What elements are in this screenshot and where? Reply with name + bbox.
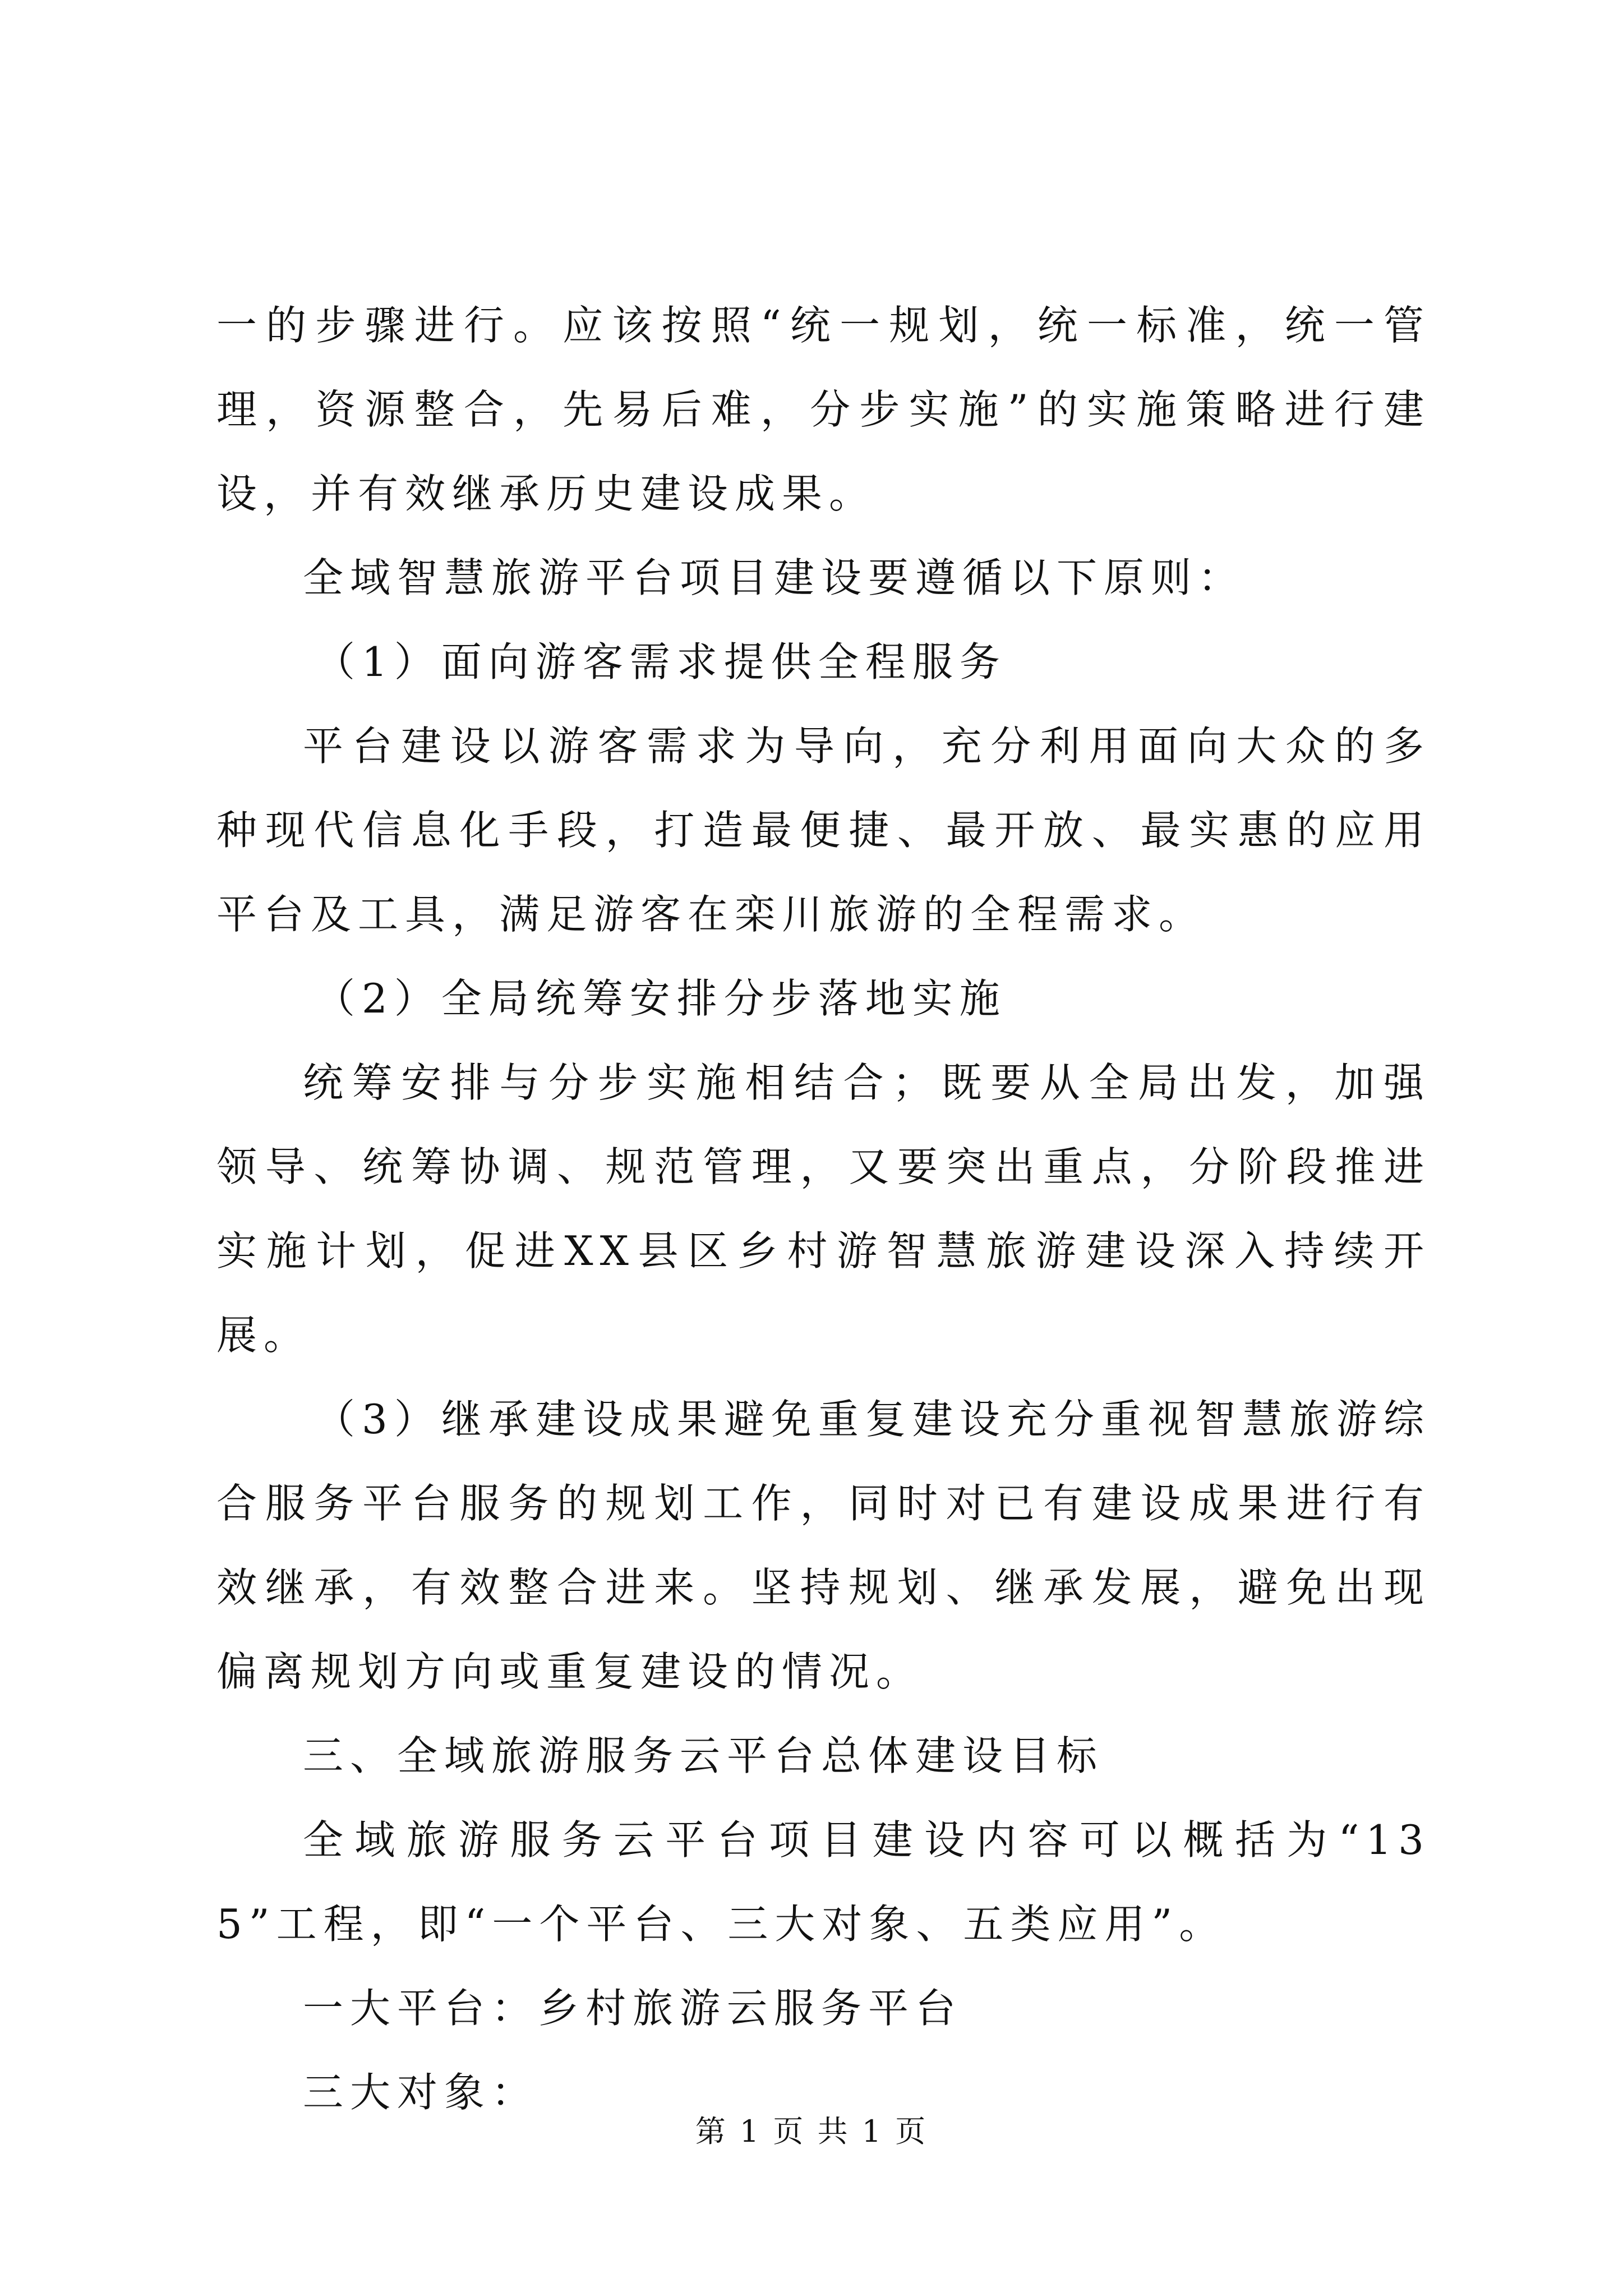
paragraph-three-objects: 三大对象：	[303, 2069, 539, 2116]
paragraph-principle-3: （3）继承建设成果避免重复建设充分重视智慧旅游综合服务平台服务的规划工作，同时对已有建设成果进行有效继承，有效整合进来。坚持规划、继承发展，避免出现偏离规划方向或重复建设的情况。	[216, 1396, 1431, 1695]
paragraph-principle-1: 平台建设以游客需求为导向，充分利用面向大众的多种现代信息化手段，打造最便捷、最开放、最实惠的应用平台及工具，满足游客在栾川旅游的全程需求。	[216, 723, 1431, 938]
paragraph-principle-2: 统筹安排与分步实施相结合；既要从全局出发，加强领导、统筹协调、规范管理，又要突出重点，分阶段推进实施计划，促进XX县区乡村游智慧旅游建设深入持续开展。	[216, 1059, 1431, 1359]
paragraph-continuation: 一的步骤进行。应该按照“统一规划，统一标准，统一管理，资源整合，先易后难，分步实施”的实施策略进行建设，并有效继承历史建设成果。	[216, 302, 1431, 517]
section-heading-goals: 三、全域旅游服务云平台总体建设目标	[303, 1732, 1104, 1779]
principle-heading-1: （1）面向游客需求提供全程服务	[315, 638, 1007, 685]
paragraph-135-project: 全域旅游服务云平台项目建设内容可以概括为“135”工程，即“一个平台、三大对象、五类应用”。	[216, 1816, 1431, 1948]
paragraph-principles-intro: 全域智慧旅游平台项目建设要遵循以下原则：	[303, 554, 1246, 601]
paragraph-one-platform: 一大平台：乡村旅游云服务平台	[303, 1985, 963, 2032]
document-body	[216, 283, 1431, 2134]
page-footer: 第 1 页 共 1 页	[695, 2114, 928, 2149]
principle-heading-2: （2）全局统筹安排分步落地实施	[315, 975, 1007, 1022]
